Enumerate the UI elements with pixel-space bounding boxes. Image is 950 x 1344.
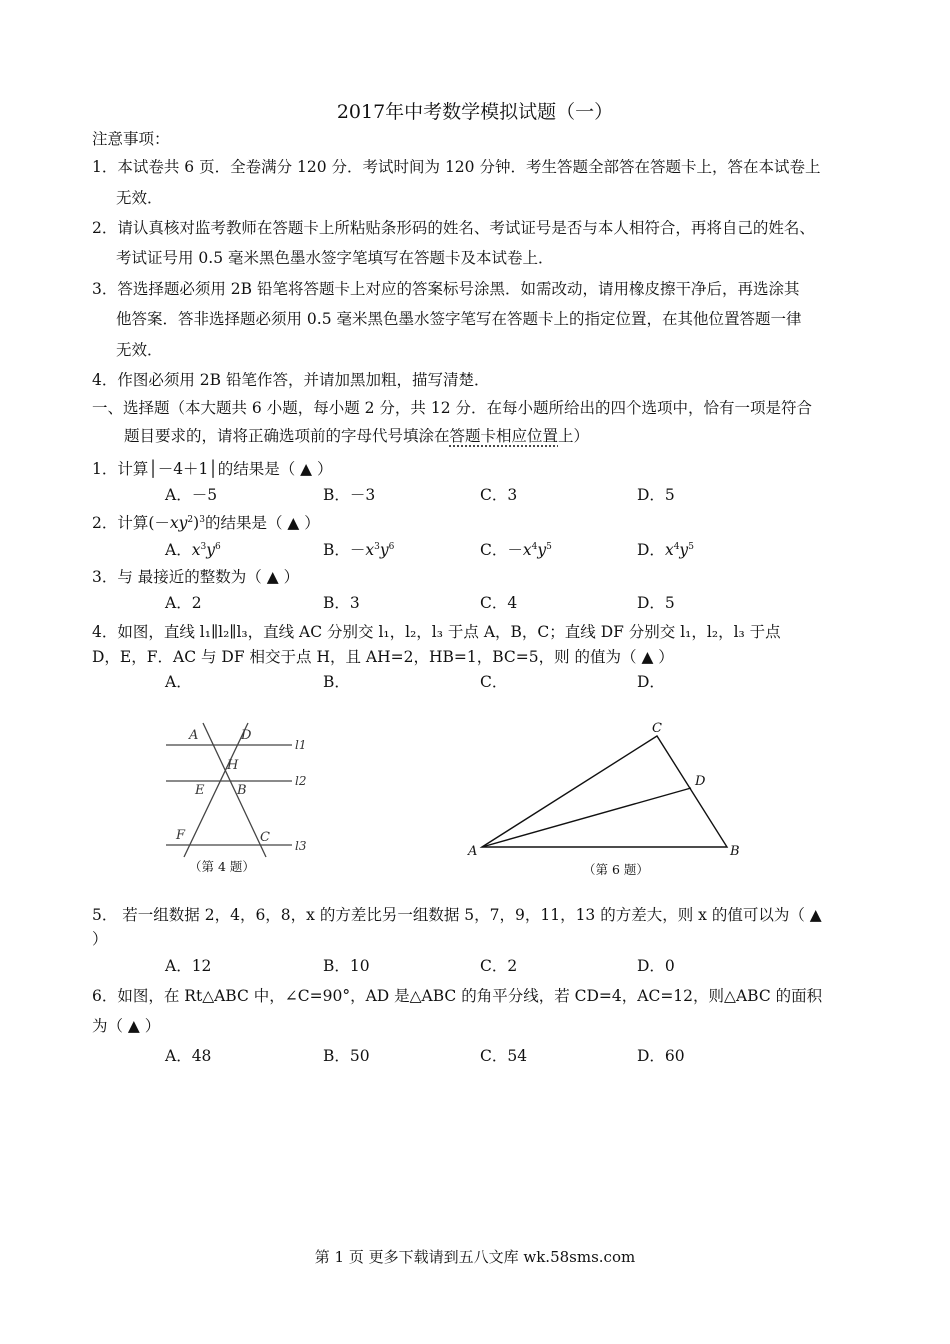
q1-option-d: D．5 [637, 486, 675, 504]
fig6-label-d: D [695, 774, 706, 789]
q5-option-b: B．10 [323, 957, 370, 975]
section-heading-cont: 题目要求的，请将正确选项前的字母代号填涂在答题卡相应位置上） [124, 427, 590, 445]
q1-option-c: C．3 [480, 486, 518, 504]
q5-option-c: C．2 [480, 957, 518, 975]
q2-option-b: B．$-x^3y^6$ [323, 541, 395, 559]
question-5-stem-cont: ） [92, 930, 108, 948]
q3-option-b: B．3 [323, 594, 360, 612]
question-6-stem-cont: 为（ ▲ ） [92, 1017, 161, 1035]
figure-6-caption: （第 6 题） [583, 862, 649, 877]
notice-item-3-cont2: 无效． [116, 341, 163, 359]
figure-4 [160, 715, 320, 880]
question-4-stem: 4．如图，直线 l₁∥l₂∥l₃，直线 AC 分别交 l₁，l₂，l₃ 于点 A，B，C；直线 DF 分别交 l₁，l₂，l₃ 于点 [92, 623, 781, 641]
fig4-label-b: B [237, 783, 247, 798]
fig4-label-c: C [260, 830, 270, 845]
q3-option-a: A．2 [165, 594, 202, 612]
fig4-label-l1: l1 [295, 738, 307, 752]
q2-option-a: A．$x^3y^6$ [165, 541, 221, 559]
q3-option-d: D．5 [637, 594, 675, 612]
question-4-stem-cont: D，E，F．AC 与 DF 相交于点 H，且 AH=2，HB=1，BC=5，则 的值为（ ▲ ） [92, 648, 674, 666]
notice-item-4: 4．作图必须用 2B 铅笔作答，并请加黑加粗，描写清楚． [92, 371, 490, 389]
notice-heading: 注意事项： [92, 130, 170, 148]
question-1-stem: 1．计算│－4＋1│的结果是（ ▲ ） [92, 460, 333, 478]
fig4-label-l2: l2 [295, 774, 307, 788]
fig4-line-ac [203, 723, 266, 857]
q6-option-d: D．60 [637, 1047, 685, 1065]
page-footer: 第 1 页 更多下载请到五八文库 wk.58sms.com [314, 1248, 636, 1266]
notice-item-3-cont: 他答案．答非选择题必须用 0.5 毫米黑色墨水签字笔写在答题卡上的指定位置，在其他位置答题一律 [116, 310, 802, 328]
notice-item-2-cont: 考试证号用 0.5 毫米黑色墨水签字笔填写在答题卡及本试卷上． [116, 249, 554, 267]
notice-item-3: 3．答选择题必须用 2B 铅笔将答题卡上对应的答案标号涂黑．如需改动，请用橡皮擦干净后，再选涂其 [92, 280, 800, 298]
q1-option-b: B．－3 [323, 486, 376, 504]
fig4-label-h: H [227, 758, 239, 773]
q4-option-b: B． [323, 673, 350, 691]
q2-option-d: D．$x^4y^5$ [637, 541, 694, 559]
q5-option-a: A．12 [165, 957, 212, 975]
fig6-label-b: B [730, 844, 740, 859]
fig6-triangle-abc [482, 736, 727, 847]
question-2-stem: 2．计算$(-xy^2)^3$的结果是（ ▲ ） [92, 514, 320, 532]
q6-option-c: C．54 [480, 1047, 528, 1065]
question-6-stem: 6．如图，在 Rt△ABC 中，∠C=90°，AD 是△ABC 的角平分线，若 CD=4，AC=12，则△ABC 的面积 [92, 987, 823, 1005]
q2-option-c: C．$-x^4y^5$ [480, 541, 552, 559]
fig4-label-l3: l3 [295, 839, 307, 853]
fig6-bisector-ad [482, 788, 691, 847]
notice-item-2: 2．请认真核对监考教师在答题卡上所粘贴条形码的姓名、考试证号是否与本人相符合，再将自己的姓名、 [92, 219, 815, 237]
q5-option-d: D．0 [637, 957, 675, 975]
fig4-label-d: D [241, 728, 252, 743]
page-title: 2017年中考数学模拟试题（一） [336, 101, 614, 123]
notice-item-1: 1．本试卷共 6 页．全卷满分 120 分．考试时间为 120 分钟．考生答题全部答在答题卡上，答在本试卷上 [92, 158, 821, 176]
question-5-stem: 5． 若一组数据 2，4，6，8，x 的方差比另一组数据 5，7，9，11，13 的方差大，则 x 的值可以为（ ▲ [92, 906, 822, 924]
figure-6 [460, 715, 750, 860]
q6-option-b: B．50 [323, 1047, 370, 1065]
q6-option-a: A．48 [165, 1047, 212, 1065]
fig4-label-e: E [195, 783, 205, 798]
figure-4-caption: （第 4 题） [189, 859, 255, 874]
fig6-label-c: C [652, 721, 662, 736]
fig4-label-a: A [189, 728, 199, 743]
q3-option-c: C．4 [480, 594, 518, 612]
q4-option-c: C． [480, 673, 508, 691]
fig6-label-a: A [468, 844, 478, 859]
question-3-stem: 3．与 最接近的整数为（ ▲ ） [92, 568, 300, 586]
emphasis-text: 答题卡相应位置 [449, 427, 559, 445]
section-heading: 一、选择题（本大题共 6 小题，每小题 2 分，共 12 分．在每小题所给出的四个选项中，恰有一项是符合 [92, 399, 813, 417]
q4-option-a: A． [165, 673, 192, 691]
fig4-label-f: F [176, 828, 186, 843]
q4-option-d: D． [637, 673, 665, 691]
notice-item-1-cont: 无效． [116, 189, 163, 207]
q1-option-a: A．－5 [165, 486, 218, 504]
